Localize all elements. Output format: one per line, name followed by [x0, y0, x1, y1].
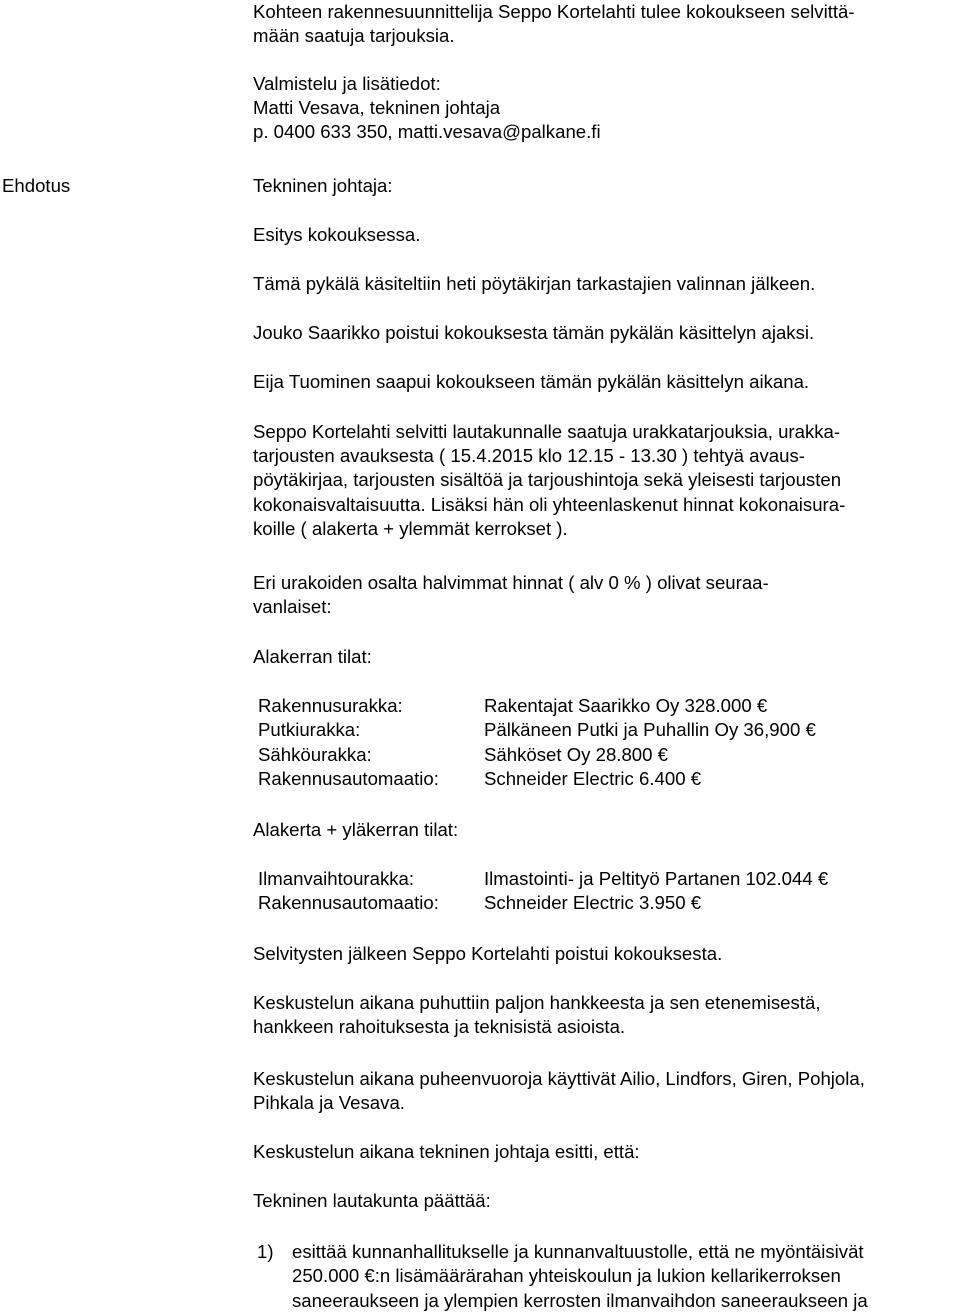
contract-name: Putkiurakka:	[258, 719, 361, 740]
decision-line: 250.000 €:n lisämäärärahan yhteiskoulun ja lukion kellarikerroksen	[292, 1265, 841, 1286]
minutes-p4-line: koille ( alakerta + ylemmät kerrokset ).	[253, 518, 568, 539]
table-row	[253, 867, 953, 891]
proposal-label: Ehdotus	[2, 175, 71, 196]
contact-heading: Valmistelu ja lisätiedot:	[253, 73, 441, 94]
bidder-price: Sähköset Oy 28.800 €	[484, 744, 668, 765]
proposal-text: Esitys kokouksessa.	[253, 224, 421, 245]
closing-p2-line: hankkeen rahoituksesta ja teknisistä asioista.	[253, 1016, 626, 1037]
minutes-paragraph-2: Jouko Saarikko poistui kokouksesta tämän pykälän käsittelyn ajaksi.	[253, 322, 815, 343]
minutes-p4-line: tarjousten avauksesta ( 15.4.2015 klo 12.15 - 13.30 ) tehtyä avaus-	[253, 445, 805, 466]
closing-p2-line: Keskustelun aikana puhuttiin paljon hankkeesta ja sen etenemisestä,	[253, 992, 821, 1013]
both-floors-heading: Alakerta + yläkerran tilat:	[253, 819, 459, 840]
bidder-price: Schneider Electric 3.950 €	[484, 892, 702, 913]
minutes-p5-line: vanlaiset:	[253, 596, 332, 617]
bidder-price: Pälkäneen Putki ja Puhallin Oy 36,900 €	[484, 719, 816, 740]
closing-p3-line: Keskustelun aikana puheenvuoroja käyttivät Ailio, Lindfors, Giren, Pohjola,	[253, 1068, 865, 1089]
closing-p3-line: Pihkala ja Vesava.	[253, 1092, 405, 1113]
table-row	[253, 767, 953, 791]
closing-paragraph-1: Selvitysten jälkeen Seppo Kortelahti poistui kokouksesta.	[253, 943, 723, 964]
decision-number: 1)	[257, 1241, 274, 1262]
bidder-price: Schneider Electric 6.400 €	[484, 768, 702, 789]
minutes-paragraph-1: Tämä pykälä käsiteltiin heti pöytäkirjan tarkastajien valinnan jälkeen.	[253, 273, 816, 294]
minutes-paragraph-3: Eija Tuominen saapui kokoukseen tämän pykälän käsittelyn aikana.	[253, 371, 810, 392]
lower-floor-heading: Alakerran tilat:	[253, 646, 372, 667]
contract-name: Sähköurakka:	[258, 744, 372, 765]
intro-line-2: mään saatuja tarjouksia.	[253, 25, 455, 46]
table-row	[253, 694, 953, 718]
contact-name: Matti Vesava, tekninen johtaja	[253, 97, 501, 118]
table-row	[253, 743, 953, 767]
table-row	[253, 891, 953, 915]
contract-name: Rakennusurakka:	[258, 695, 403, 716]
decision-line: esittää kunnanhallitukselle ja kunnanvaltuustolle, että ne myöntäisivät	[292, 1241, 864, 1262]
minutes-p4-line: pöytäkirjaa, tarjousten sisältöä ja tarjoushintoja sekä yleisesti tarjousten	[253, 469, 842, 490]
intro-line-1: Kohteen rakennesuunnittelija Seppo Kortelahti tulee kokoukseen selvittä-	[253, 1, 855, 22]
contract-name: Ilmanvaihtourakka:	[258, 868, 415, 889]
bidder-price: Rakentajat Saarikko Oy 328.000 €	[484, 695, 768, 716]
table-row	[253, 718, 953, 742]
contract-name: Rakennusautomaatio:	[258, 892, 439, 913]
bidder-price: Ilmastointi- ja Peltityö Partanen 102.044 €	[484, 868, 829, 889]
decision-line: saneeraukseen ja ylempien kerrosten ilmanvaihdon saneeraukseen ja	[292, 1290, 868, 1311]
minutes-p4-line: kokonaisvaltaisuutta. Lisäksi hän oli yhteenlaskenut hinnat kokonaisura-	[253, 494, 846, 515]
proposal-author: Tekninen johtaja:	[253, 175, 393, 196]
closing-paragraph-5: Tekninen lautakunta päättää:	[253, 1190, 491, 1211]
minutes-p5-line: Eri urakoiden osalta halvimmat hinnat ( alv 0 % ) olivat seuraa-	[253, 572, 769, 593]
contact-phone-email: p. 0400 633 350, matti.vesava@palkane.fi	[253, 121, 601, 142]
closing-paragraph-4: Keskustelun aikana tekninen johtaja esitti, että:	[253, 1141, 640, 1162]
minutes-p4-line: Seppo Kortelahti selvitti lautakunnalle saatuja urakkatarjouksia, urakka-	[253, 421, 841, 442]
contract-name: Rakennusautomaatio:	[258, 768, 439, 789]
